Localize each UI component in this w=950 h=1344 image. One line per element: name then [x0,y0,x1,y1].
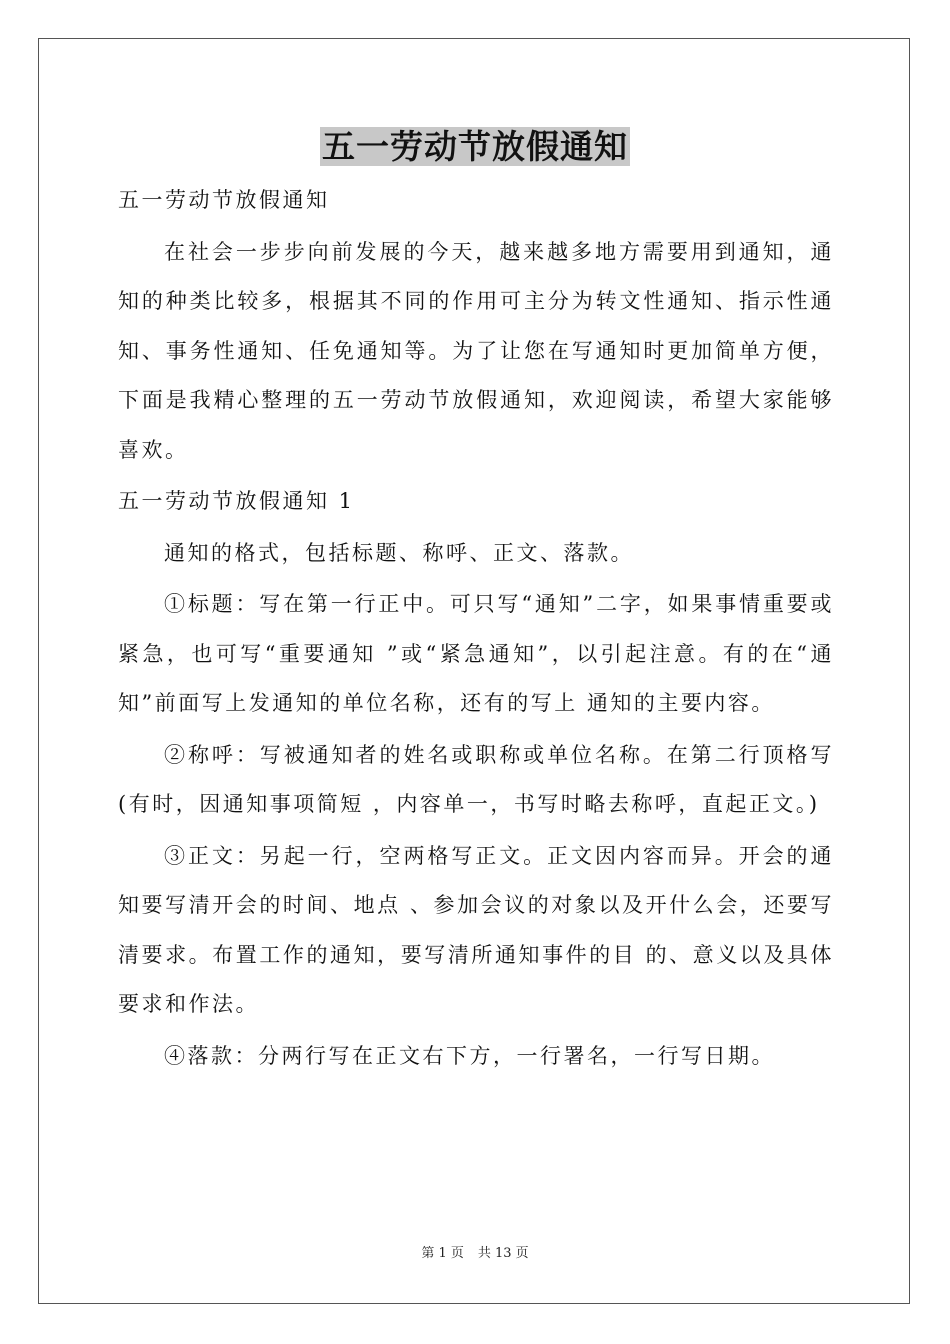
page-number: 第 1 页 [421,1246,464,1261]
body-rule-paragraph: ③正文：另起一行，空两格写正文。正文因内容而异。开会的通知要写清开会的时间、地点 、参加会议的对象以及开什么会，还要写清要求。布置工作的通知，要写清所通知事件的目 的、意义以及具体要求和作法。 [118,843,834,1016]
subtitle-line: 五一劳动节放假通知 [118,188,330,212]
document-body [118,176,834,1081]
intro-paragraph: 在社会一步步向前发展的今天，越来越多地方需要用到通知，通知的种类比较多，根据其不同的作用可主分为转文性通知、指示性通知、事务性通知、任免通知等。为了让您在写通知时更加简单方便，下面是我精心整理的五一劳动节放假通知，欢迎阅读，希望大家能够喜欢。 [118,239,834,462]
document-title-text: 五一劳动节放假通知 [322,127,628,166]
page-total: 共 13 页 [477,1246,529,1261]
format-paragraph: 通知的格式，包括标题、称呼、正文、落款。 [164,540,634,565]
signature-rule-paragraph: ④落款：分两行写在正文右下方，一行署名，一行写日期。 [164,1043,775,1068]
salutation-rule-paragraph: ②称呼：写被通知者的姓名或职称或单位名称。在第二行顶格写(有时，因通知事项简短 ，内容单一，书写时略去称呼，直起正文。) [118,742,834,816]
page-footer [0,1245,950,1263]
section-heading: 五一劳动节放假通知 1 [118,489,355,513]
document-title [0,124,950,170]
title-rule-paragraph: ①标题：写在第一行正中。可只写“通知”二字，如果事情重要或紧急，也可写“重要通知 ”或“紧急通知”，以引起注意。有的在“通知”前面写上发通知的单位名称，还有的写上 通知的主要内容。 [118,592,834,715]
